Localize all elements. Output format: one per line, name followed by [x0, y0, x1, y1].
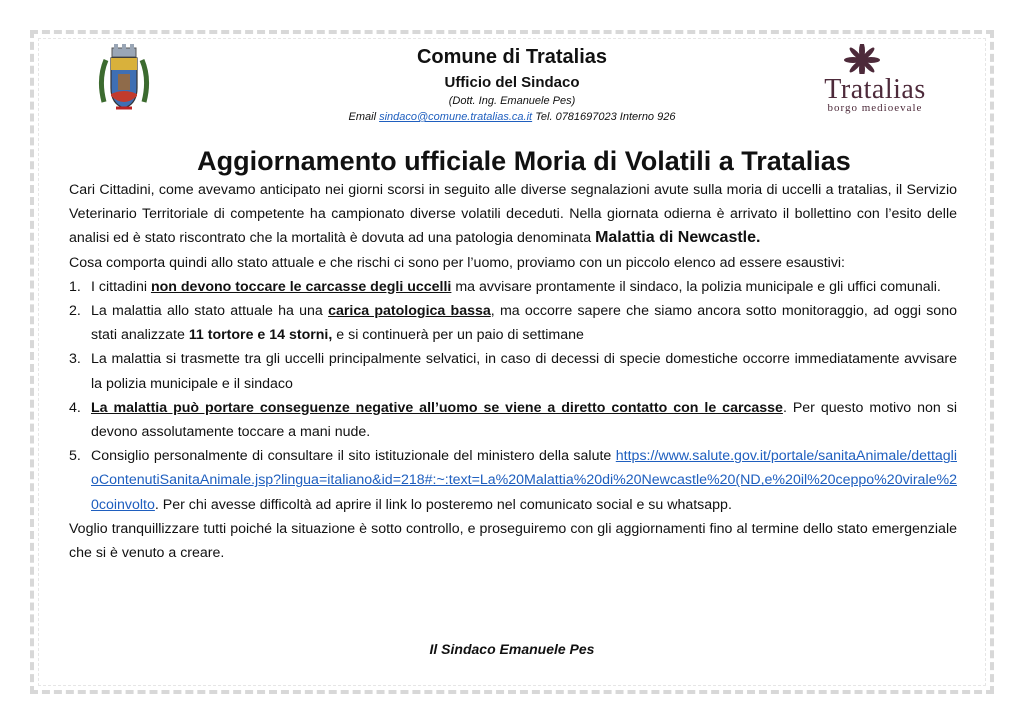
disease-name: Malattia di Newcastle. — [595, 229, 761, 247]
flower-icon — [812, 44, 938, 74]
item-emphasis: non devono toccare le carcasse degli uccelli — [150, 278, 452, 295]
item-text: e si continuerà per un paio di settimane — [336, 327, 584, 344]
list-number: 4. — [69, 399, 81, 416]
mayor-name: (Dott. Ing. Emanuele Pes) — [448, 95, 576, 107]
item-text: ma avvisare prontamente il sindaco, la polizia municipale e gli uffici comunali. — [455, 278, 941, 295]
document-body — [69, 178, 957, 565]
list-item — [69, 347, 957, 395]
item-emphasis: La malattia può portare conseguenze negative all’uomo se viene a diretto contatto con le carcasse — [91, 399, 783, 416]
list-number: 5. — [69, 448, 81, 465]
list-number: 3. — [69, 351, 81, 368]
signature: Il Sindaco Emanuele Pes — [429, 641, 595, 657]
phone-number: Tel. 0781697023 Interno 926 — [535, 111, 676, 123]
organization-name: Comune di Tratalias — [416, 46, 608, 68]
item-text: La malattia allo stato attuale ha una — [91, 303, 323, 320]
logo-wordmark: Tratalias — [824, 74, 926, 105]
item-emphasis: carica patologica bassa — [328, 303, 491, 320]
list-item — [69, 396, 957, 444]
list-item — [69, 444, 957, 517]
question-paragraph: Cosa comporta quindi allo stato attuale e che rischi ci sono per l’uomo, proviamo con un piccolo elenco ad essere esaustivi: — [69, 254, 846, 271]
document-title: Aggiornamento ufficiale Moria di Volatili a Tratalias — [197, 146, 851, 176]
item-bold: 11 tortore e 14 storni, — [188, 327, 333, 344]
email-label: Email — [348, 111, 377, 123]
list-item — [69, 275, 957, 299]
office-name: Ufficio del Sindaco — [444, 74, 580, 91]
email-link[interactable]: sindaco@comune.tratalias.ca.it — [379, 111, 533, 123]
list-number: 2. — [69, 303, 81, 320]
intro-text: Cari Cittadini, come avevamo anticipato nei giorni scorsi in seguito alle diverse segnalazioni avute sulla moria di uccelli a tratalias, il Servizio Veterinario Territoriale di competente ha campionato diverse volatili deceduti. Nella giornata odierna è arrivato il bollettino con l’esito delle analisi ed è stato riscontrato che la mortalità è dovuta ad una patologia denominata — [69, 182, 957, 247]
item-text: La malattia si trasmette tra gli uccelli principalmente selvatici, in caso di decessi di specie domestiche occorre immediatamente avvisare la polizia municipale e il sindaco — [91, 351, 957, 392]
list-item — [69, 299, 957, 347]
tratalias-logo — [812, 44, 938, 114]
logo-tagline: borgo medioevale — [827, 102, 923, 114]
item-text: Consiglio personalmente di consultare il sito istituzionale del ministero della salute — [91, 448, 612, 465]
item-text: I cittadini — [91, 278, 147, 295]
ministry-link[interactable]: https://www.salute.gov.it/portale/sanitaAnimale/dettaglioContenutiSanitaAnimale.jsp?lingua=italiano&id=218#:~:text=La%20Malattia%20di%20Newcastle%20(ND,e%20il%20ceppo%20virale%20coinvolto — [91, 448, 957, 513]
risk-list — [69, 275, 957, 517]
item-text: , ma occorre sapere che siamo ancora sotto monitoraggio, ad oggi sono stati analizzate — [91, 303, 957, 344]
list-number: 1. — [69, 278, 81, 295]
item-text: . Per chi avesse difficoltà ad aprire il link lo posteremo nel comunicato social e su whatsapp. — [154, 496, 732, 513]
closing-paragraph: Voglio tranquillizzare tutti poiché la situazione è sotto controllo, e proseguiremo con gli aggiornamenti fino al termine dello stato emergenziale che si è venuto a creare. — [69, 520, 957, 562]
intro-paragraph — [69, 178, 957, 251]
item-text: . Per questo motivo non si devono assolutamente toccare a mani nude. — [91, 399, 957, 441]
